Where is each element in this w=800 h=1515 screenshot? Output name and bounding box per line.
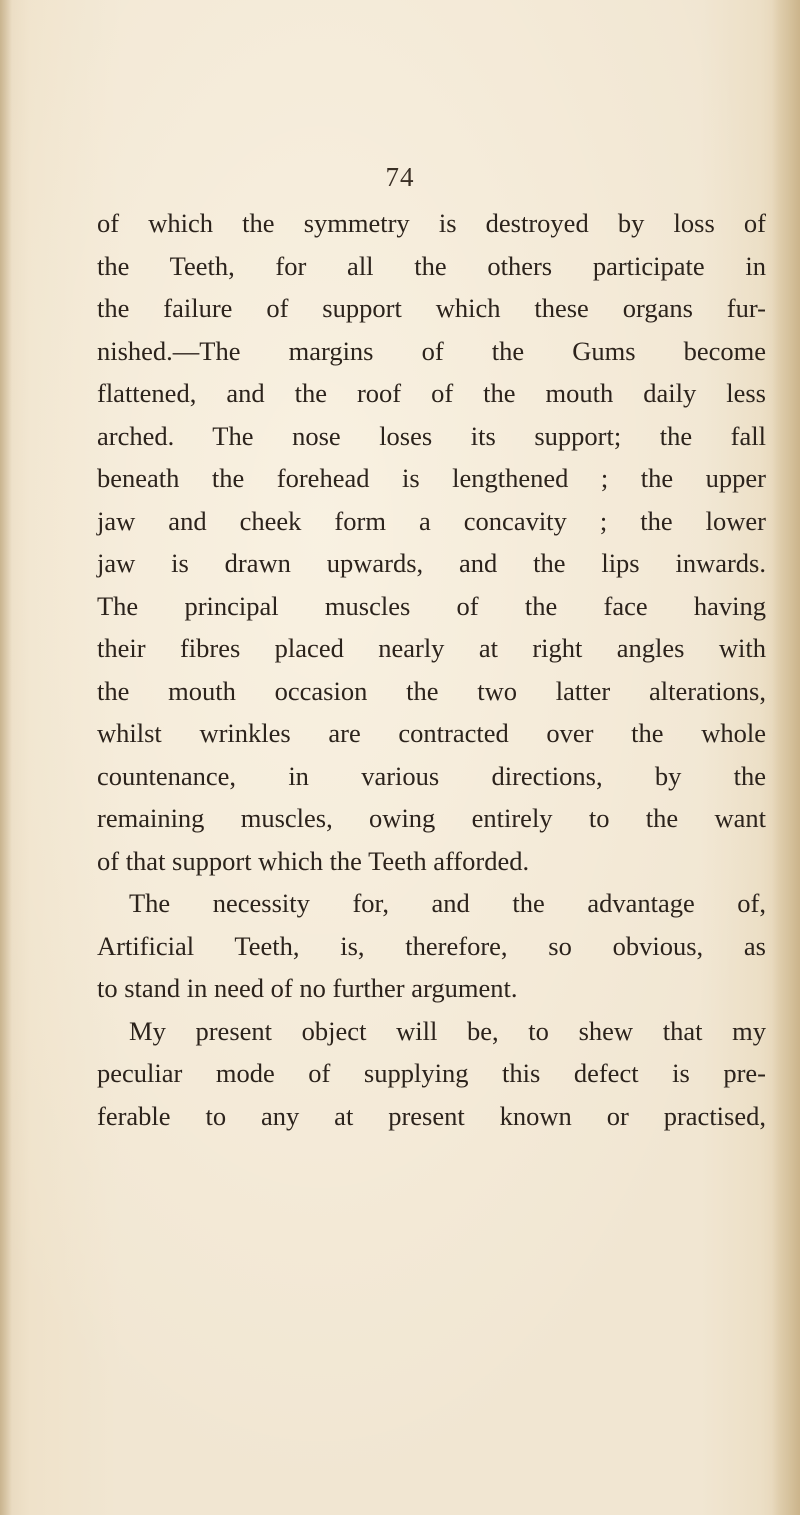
text-line: nished.—The margins of the Gums become	[97, 335, 766, 366]
text-line: flattened, and the roof of the mouth daily less	[97, 378, 766, 408]
text-line: their fibres placed nearly at right angles with	[97, 633, 766, 663]
text-line: Artificial Teeth, is, therefore, so obvious, as	[97, 930, 766, 961]
text-line: whilst wrinkles are contracted over the whole	[97, 718, 766, 748]
text-line: remaining muscles, owing entirely to the want	[97, 803, 766, 833]
text-line: The principal muscles of the face having	[97, 590, 766, 621]
page-number: 74	[385, 162, 415, 192]
text-line: beneath the forehead is lengthened ; the upper	[97, 463, 766, 493]
text-line: peculiar mode of supplying this defect is pre-	[97, 1058, 766, 1088]
text-line: jaw and cheek form a concavity ; the lower	[97, 505, 766, 536]
page-right-edge	[772, 0, 800, 1515]
page-left-edge	[0, 0, 12, 1515]
text-line: the Teeth, for all the others participate in	[97, 250, 766, 281]
text-line: arched. The nose loses its support; the fall	[97, 420, 766, 451]
text-line: countenance, in various directions, by the	[97, 760, 766, 791]
text-line: The necessity for, and the advantage of,	[129, 888, 766, 918]
text-line: of that support which the Teeth afforded.	[97, 845, 530, 876]
text-line: of which the symmetry is destroyed by loss of	[97, 208, 766, 238]
text-line: jaw is drawn upwards, and the lips inwards.	[97, 548, 766, 578]
text-line: the failure of support which these organs fur-	[97, 293, 766, 323]
body-text	[97, 202, 766, 1137]
text-line: ferable to any at present known or practised,	[97, 1100, 766, 1131]
text-line: to stand in need of no further argument.	[97, 973, 518, 1003]
text-line: the mouth occasion the two latter alterations,	[97, 675, 766, 706]
text-line: My present object will be, to shew that my	[129, 1015, 766, 1046]
